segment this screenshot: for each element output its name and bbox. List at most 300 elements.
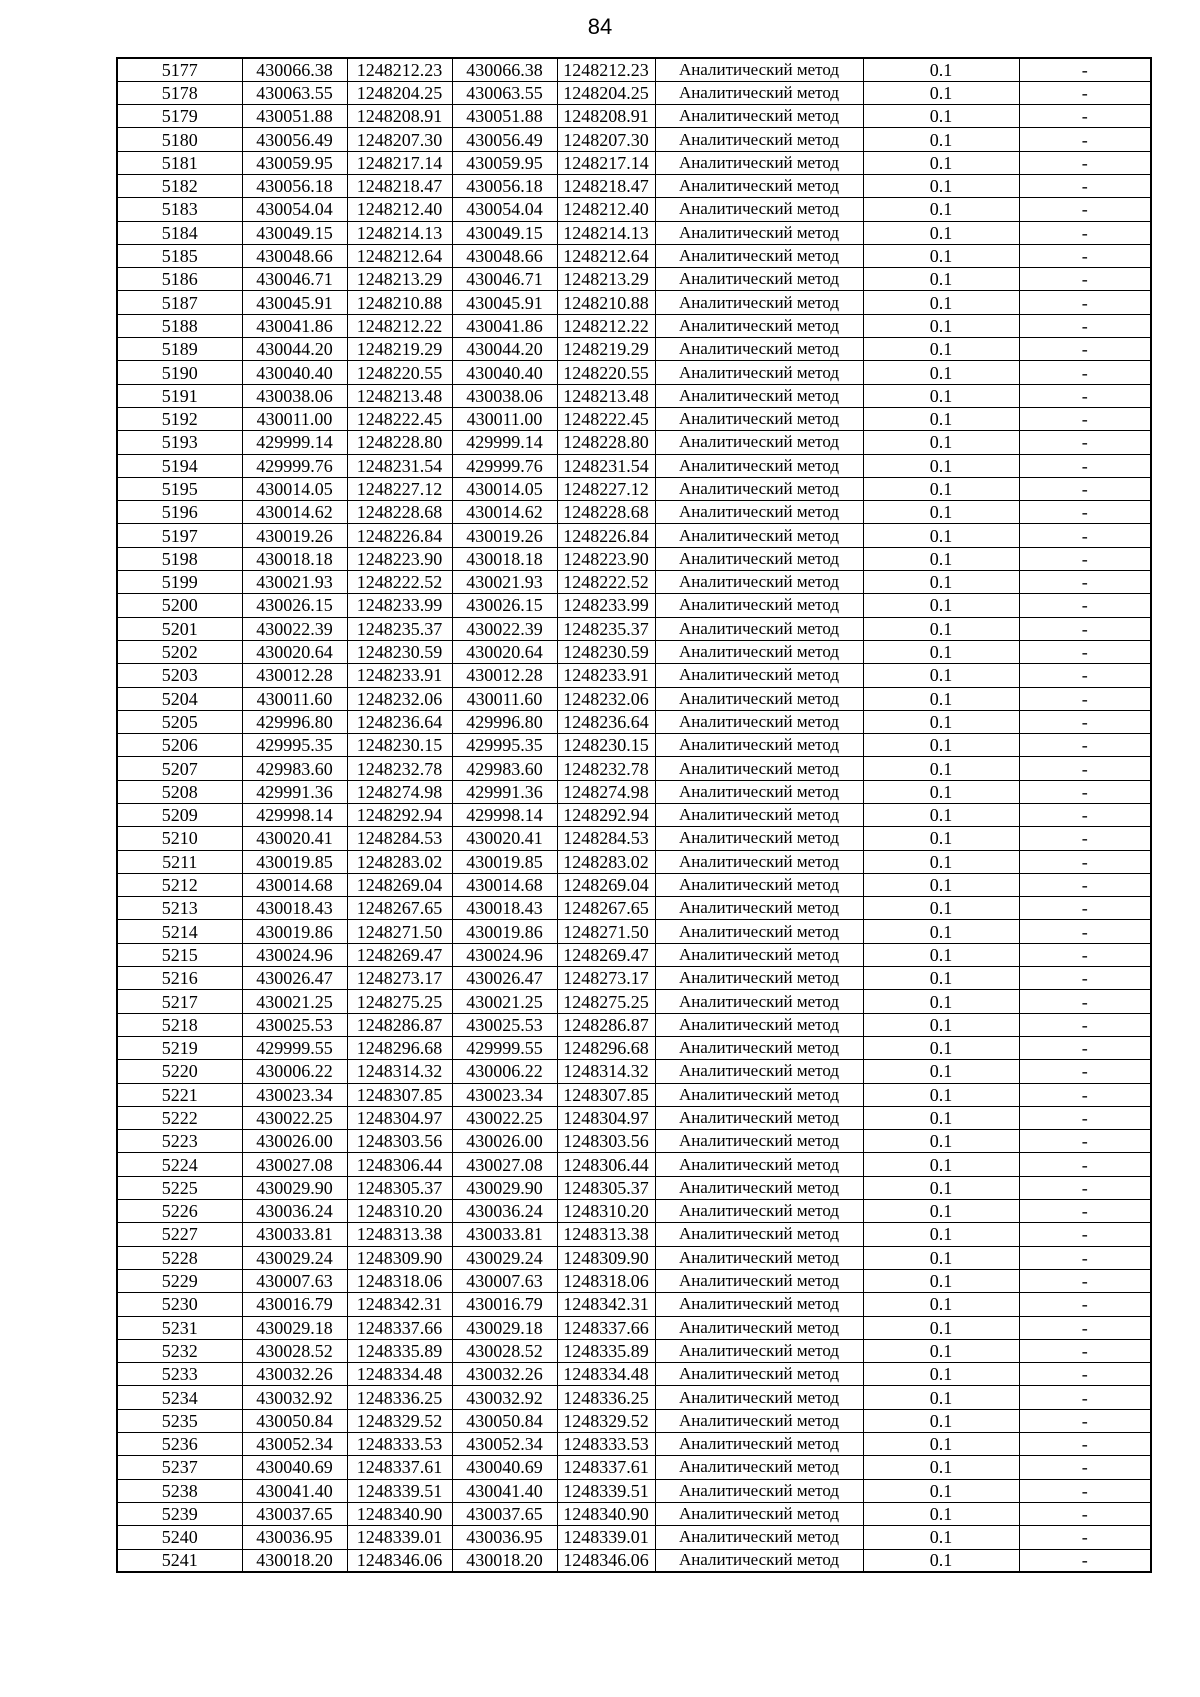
cell-x-coordinate: 430007.63 (242, 1269, 347, 1292)
cell-method: Аналитический метод (655, 1223, 863, 1246)
cell-method: Аналитический метод (655, 81, 863, 104)
cell-y-coordinate: 1248296.68 (347, 1036, 452, 1059)
table-row (117, 990, 1151, 1013)
cell-method: Аналитический метод (655, 291, 863, 314)
cell-x-coordinate-repeat: 430016.79 (452, 1293, 557, 1316)
cell-x-coordinate: 430018.20 (242, 1549, 347, 1572)
cell-point-number: 5178 (117, 81, 242, 104)
cell-point-number: 5189 (117, 338, 242, 361)
cell-y-coordinate: 1248232.78 (347, 757, 452, 780)
cell-point-number: 5215 (117, 943, 242, 966)
cell-method: Аналитический метод (655, 850, 863, 873)
cell-precision: 0.1 (863, 361, 1019, 384)
cell-note: - (1019, 617, 1151, 640)
cell-x-coordinate-repeat: 430023.34 (452, 1083, 557, 1106)
table-row (117, 850, 1151, 873)
cell-x-coordinate: 430026.15 (242, 594, 347, 617)
cell-method: Аналитический метод (655, 501, 863, 524)
cell-point-number: 5203 (117, 664, 242, 687)
cell-note: - (1019, 990, 1151, 1013)
cell-point-number: 5210 (117, 827, 242, 850)
table-row (117, 1456, 1151, 1479)
cell-precision: 0.1 (863, 1549, 1019, 1572)
cell-precision: 0.1 (863, 81, 1019, 104)
cell-method: Аналитический метод (655, 314, 863, 337)
cell-x-coordinate: 430019.26 (242, 524, 347, 547)
cell-note: - (1019, 804, 1151, 827)
cell-point-number: 5241 (117, 1549, 242, 1572)
cell-x-coordinate: 430038.06 (242, 384, 347, 407)
cell-y-coordinate-repeat: 1248337.61 (557, 1456, 655, 1479)
cell-precision: 0.1 (863, 384, 1019, 407)
cell-precision: 0.1 (863, 873, 1019, 896)
table-row (117, 1293, 1151, 1316)
cell-precision: 0.1 (863, 967, 1019, 990)
cell-y-coordinate: 1248233.99 (347, 594, 452, 617)
cell-note: - (1019, 1479, 1151, 1502)
cell-precision: 0.1 (863, 990, 1019, 1013)
cell-x-coordinate-repeat: 430049.15 (452, 221, 557, 244)
cell-note: - (1019, 1153, 1151, 1176)
cell-y-coordinate-repeat: 1248313.38 (557, 1223, 655, 1246)
cell-precision: 0.1 (863, 1200, 1019, 1223)
cell-x-coordinate: 430041.86 (242, 314, 347, 337)
cell-note: - (1019, 850, 1151, 873)
cell-method: Аналитический метод (655, 1106, 863, 1129)
cell-y-coordinate: 1248339.51 (347, 1479, 452, 1502)
cell-method: Аналитический метод (655, 967, 863, 990)
cell-x-coordinate: 430040.40 (242, 361, 347, 384)
cell-x-coordinate-repeat: 430056.18 (452, 174, 557, 197)
cell-point-number: 5223 (117, 1130, 242, 1153)
cell-x-coordinate: 430011.60 (242, 687, 347, 710)
cell-x-coordinate: 430040.69 (242, 1456, 347, 1479)
cell-method: Аналитический метод (655, 943, 863, 966)
cell-x-coordinate: 429991.36 (242, 780, 347, 803)
cell-x-coordinate-repeat: 430029.90 (452, 1176, 557, 1199)
cell-x-coordinate: 430022.39 (242, 617, 347, 640)
cell-x-coordinate: 430032.26 (242, 1363, 347, 1386)
cell-y-coordinate-repeat: 1248222.45 (557, 407, 655, 430)
cell-x-coordinate: 430054.04 (242, 198, 347, 221)
cell-precision: 0.1 (863, 268, 1019, 291)
cell-precision: 0.1 (863, 1479, 1019, 1502)
cell-y-coordinate: 1248218.47 (347, 174, 452, 197)
table-row (117, 757, 1151, 780)
cell-method: Аналитический метод (655, 384, 863, 407)
cell-x-coordinate-repeat: 430040.40 (452, 361, 557, 384)
cell-precision: 0.1 (863, 1083, 1019, 1106)
cell-y-coordinate-repeat: 1248309.90 (557, 1246, 655, 1269)
cell-x-coordinate-repeat: 430028.52 (452, 1339, 557, 1362)
cell-note: - (1019, 1013, 1151, 1036)
cell-note: - (1019, 757, 1151, 780)
cell-note: - (1019, 1200, 1151, 1223)
cell-note: - (1019, 873, 1151, 896)
cell-note: - (1019, 1549, 1151, 1572)
cell-method: Аналитический метод (655, 571, 863, 594)
cell-note: - (1019, 58, 1151, 81)
cell-method: Аналитический метод (655, 920, 863, 943)
cell-note: - (1019, 1339, 1151, 1362)
cell-x-coordinate-repeat: 429991.36 (452, 780, 557, 803)
cell-method: Аналитический метод (655, 897, 863, 920)
cell-y-coordinate-repeat: 1248271.50 (557, 920, 655, 943)
cell-point-number: 5183 (117, 198, 242, 221)
cell-note: - (1019, 664, 1151, 687)
cell-note: - (1019, 174, 1151, 197)
cell-y-coordinate-repeat: 1248217.14 (557, 151, 655, 174)
cell-y-coordinate: 1248318.06 (347, 1269, 452, 1292)
table-row (117, 547, 1151, 570)
cell-y-coordinate: 1248313.38 (347, 1223, 452, 1246)
cell-x-coordinate-repeat: 430011.60 (452, 687, 557, 710)
cell-y-coordinate: 1248223.90 (347, 547, 452, 570)
cell-note: - (1019, 244, 1151, 267)
cell-x-coordinate-repeat: 430014.62 (452, 501, 557, 524)
cell-method: Аналитический метод (655, 710, 863, 733)
cell-method: Аналитический метод (655, 151, 863, 174)
cell-note: - (1019, 1106, 1151, 1129)
cell-point-number: 5200 (117, 594, 242, 617)
table-row (117, 361, 1151, 384)
cell-note: - (1019, 780, 1151, 803)
cell-y-coordinate-repeat: 1248223.90 (557, 547, 655, 570)
cell-method: Аналитический метод (655, 268, 863, 291)
cell-point-number: 5230 (117, 1293, 242, 1316)
cell-method: Аналитический метод (655, 664, 863, 687)
cell-y-coordinate: 1248337.61 (347, 1456, 452, 1479)
cell-method: Аналитический метод (655, 804, 863, 827)
cell-point-number: 5196 (117, 501, 242, 524)
cell-y-coordinate-repeat: 1248214.13 (557, 221, 655, 244)
cell-y-coordinate-repeat: 1248230.15 (557, 734, 655, 757)
cell-y-coordinate-repeat: 1248212.23 (557, 58, 655, 81)
table-row (117, 617, 1151, 640)
cell-note: - (1019, 1060, 1151, 1083)
cell-y-coordinate-repeat: 1248228.68 (557, 501, 655, 524)
cell-y-coordinate-repeat: 1248219.29 (557, 338, 655, 361)
cell-method: Аналитический метод (655, 1316, 863, 1339)
cell-x-coordinate: 430021.25 (242, 990, 347, 1013)
cell-note: - (1019, 1293, 1151, 1316)
table-row (117, 198, 1151, 221)
cell-note: - (1019, 1316, 1151, 1339)
cell-method: Аналитический метод (655, 780, 863, 803)
cell-x-coordinate-repeat: 430048.66 (452, 244, 557, 267)
cell-y-coordinate: 1248275.25 (347, 990, 452, 1013)
cell-y-coordinate: 1248207.30 (347, 128, 452, 151)
table-row (117, 128, 1151, 151)
cell-point-number: 5238 (117, 1479, 242, 1502)
cell-point-number: 5195 (117, 477, 242, 500)
cell-method: Аналитический метод (655, 1526, 863, 1549)
cell-method: Аналитический метод (655, 105, 863, 128)
cell-point-number: 5199 (117, 571, 242, 594)
cell-precision: 0.1 (863, 1316, 1019, 1339)
cell-y-coordinate-repeat: 1248208.91 (557, 105, 655, 128)
cell-precision: 0.1 (863, 1060, 1019, 1083)
cell-x-coordinate-repeat: 430050.84 (452, 1409, 557, 1432)
cell-y-coordinate: 1248339.01 (347, 1526, 452, 1549)
cell-y-coordinate-repeat: 1248235.37 (557, 617, 655, 640)
table-row (117, 384, 1151, 407)
cell-precision: 0.1 (863, 221, 1019, 244)
cell-note: - (1019, 1083, 1151, 1106)
cell-precision: 0.1 (863, 1013, 1019, 1036)
cell-y-coordinate-repeat: 1248310.20 (557, 1200, 655, 1223)
table-row (117, 1223, 1151, 1246)
table-row (117, 221, 1151, 244)
cell-note: - (1019, 1223, 1151, 1246)
cell-point-number: 5213 (117, 897, 242, 920)
cell-x-coordinate-repeat: 430026.47 (452, 967, 557, 990)
cell-x-coordinate-repeat: 430007.63 (452, 1269, 557, 1292)
cell-x-coordinate-repeat: 429999.14 (452, 431, 557, 454)
cell-y-coordinate-repeat: 1248269.04 (557, 873, 655, 896)
cell-precision: 0.1 (863, 1339, 1019, 1362)
cell-precision: 0.1 (863, 1036, 1019, 1059)
cell-y-coordinate-repeat: 1248342.31 (557, 1293, 655, 1316)
cell-note: - (1019, 920, 1151, 943)
cell-x-coordinate: 430037.65 (242, 1502, 347, 1525)
cell-note: - (1019, 291, 1151, 314)
cell-x-coordinate: 430048.66 (242, 244, 347, 267)
cell-precision: 0.1 (863, 454, 1019, 477)
table-row (117, 827, 1151, 850)
cell-precision: 0.1 (863, 710, 1019, 733)
cell-precision: 0.1 (863, 734, 1019, 757)
cell-point-number: 5225 (117, 1176, 242, 1199)
cell-note: - (1019, 547, 1151, 570)
cell-x-coordinate: 430056.49 (242, 128, 347, 151)
cell-y-coordinate-repeat: 1248340.90 (557, 1502, 655, 1525)
cell-x-coordinate-repeat: 430022.25 (452, 1106, 557, 1129)
cell-method: Аналитический метод (655, 1479, 863, 1502)
cell-y-coordinate-repeat: 1248222.52 (557, 571, 655, 594)
table-row (117, 268, 1151, 291)
table-row (117, 897, 1151, 920)
cell-point-number: 5214 (117, 920, 242, 943)
cell-point-number: 5208 (117, 780, 242, 803)
cell-point-number: 5220 (117, 1060, 242, 1083)
cell-x-coordinate-repeat: 430036.24 (452, 1200, 557, 1223)
cell-point-number: 5217 (117, 990, 242, 1013)
cell-note: - (1019, 571, 1151, 594)
cell-x-coordinate: 430050.84 (242, 1409, 347, 1432)
cell-x-coordinate-repeat: 430014.05 (452, 477, 557, 500)
cell-y-coordinate: 1248212.22 (347, 314, 452, 337)
cell-y-coordinate: 1248335.89 (347, 1339, 452, 1362)
cell-point-number: 5201 (117, 617, 242, 640)
cell-note: - (1019, 1409, 1151, 1432)
table-row (117, 1130, 1151, 1153)
cell-method: Аналитический метод (655, 990, 863, 1013)
cell-x-coordinate-repeat: 429996.80 (452, 710, 557, 733)
cell-y-coordinate: 1248303.56 (347, 1130, 452, 1153)
cell-y-coordinate-repeat: 1248339.51 (557, 1479, 655, 1502)
cell-x-coordinate-repeat: 429998.14 (452, 804, 557, 827)
cell-x-coordinate-repeat: 430018.43 (452, 897, 557, 920)
cell-precision: 0.1 (863, 664, 1019, 687)
cell-point-number: 5232 (117, 1339, 242, 1362)
cell-y-coordinate: 1248329.52 (347, 1409, 452, 1432)
cell-point-number: 5190 (117, 361, 242, 384)
cell-precision: 0.1 (863, 1293, 1019, 1316)
cell-precision: 0.1 (863, 757, 1019, 780)
cell-y-coordinate-repeat: 1248204.25 (557, 81, 655, 104)
cell-precision: 0.1 (863, 571, 1019, 594)
table-row (117, 291, 1151, 314)
table-row (117, 501, 1151, 524)
cell-method: Аналитический метод (655, 174, 863, 197)
cell-point-number: 5182 (117, 174, 242, 197)
table-body (117, 58, 1151, 1572)
cell-x-coordinate: 430056.18 (242, 174, 347, 197)
cell-y-coordinate: 1248310.20 (347, 1200, 452, 1223)
cell-x-coordinate-repeat: 430019.85 (452, 850, 557, 873)
table-row (117, 244, 1151, 267)
cell-precision: 0.1 (863, 314, 1019, 337)
cell-y-coordinate: 1248212.23 (347, 58, 452, 81)
cell-method: Аналитический метод (655, 1409, 863, 1432)
cell-y-coordinate: 1248304.97 (347, 1106, 452, 1129)
cell-x-coordinate: 430029.24 (242, 1246, 347, 1269)
cell-y-coordinate: 1248228.68 (347, 501, 452, 524)
cell-precision: 0.1 (863, 687, 1019, 710)
table-row (117, 571, 1151, 594)
cell-x-coordinate-repeat: 430040.69 (452, 1456, 557, 1479)
cell-x-coordinate-repeat: 430019.26 (452, 524, 557, 547)
cell-x-coordinate: 430025.53 (242, 1013, 347, 1036)
cell-y-coordinate-repeat: 1248274.98 (557, 780, 655, 803)
table-row (117, 431, 1151, 454)
cell-y-coordinate-repeat: 1248296.68 (557, 1036, 655, 1059)
cell-method: Аналитический метод (655, 1502, 863, 1525)
cell-point-number: 5188 (117, 314, 242, 337)
table-row (117, 780, 1151, 803)
cell-y-coordinate-repeat: 1248314.32 (557, 1060, 655, 1083)
table-row (117, 734, 1151, 757)
cell-method: Аналитический метод (655, 1153, 863, 1176)
cell-y-coordinate: 1248232.06 (347, 687, 452, 710)
cell-x-coordinate: 430032.92 (242, 1386, 347, 1409)
cell-x-coordinate: 429995.35 (242, 734, 347, 757)
cell-note: - (1019, 1363, 1151, 1386)
cell-method: Аналитический метод (655, 1456, 863, 1479)
cell-x-coordinate: 430026.00 (242, 1130, 347, 1153)
cell-note: - (1019, 384, 1151, 407)
table-row (117, 174, 1151, 197)
cell-x-coordinate-repeat: 430066.38 (452, 58, 557, 81)
cell-method: Аналитический метод (655, 1130, 863, 1153)
cell-y-coordinate: 1248346.06 (347, 1549, 452, 1572)
cell-precision: 0.1 (863, 151, 1019, 174)
cell-x-coordinate-repeat: 430054.04 (452, 198, 557, 221)
cell-x-coordinate-repeat: 430019.86 (452, 920, 557, 943)
cell-note: - (1019, 710, 1151, 733)
table-row (117, 454, 1151, 477)
cell-precision: 0.1 (863, 501, 1019, 524)
cell-precision: 0.1 (863, 1223, 1019, 1246)
cell-point-number: 5224 (117, 1153, 242, 1176)
cell-point-number: 5237 (117, 1456, 242, 1479)
cell-point-number: 5240 (117, 1526, 242, 1549)
cell-point-number: 5179 (117, 105, 242, 128)
cell-x-coordinate: 430045.91 (242, 291, 347, 314)
cell-method: Аналитический метод (655, 454, 863, 477)
cell-y-coordinate-repeat: 1248227.12 (557, 477, 655, 500)
cell-y-coordinate-repeat: 1248329.52 (557, 1409, 655, 1432)
cell-point-number: 5228 (117, 1246, 242, 1269)
cell-note: - (1019, 967, 1151, 990)
cell-precision: 0.1 (863, 897, 1019, 920)
cell-precision: 0.1 (863, 1246, 1019, 1269)
cell-precision: 0.1 (863, 1269, 1019, 1292)
cell-y-coordinate: 1248309.90 (347, 1246, 452, 1269)
table-row (117, 1316, 1151, 1339)
table-row (117, 1386, 1151, 1409)
cell-y-coordinate: 1248212.64 (347, 244, 452, 267)
cell-y-coordinate-repeat: 1248304.97 (557, 1106, 655, 1129)
cell-point-number: 5222 (117, 1106, 242, 1129)
cell-x-coordinate-repeat: 430056.49 (452, 128, 557, 151)
table-row (117, 105, 1151, 128)
table-row (117, 1269, 1151, 1292)
cell-y-coordinate-repeat: 1248207.30 (557, 128, 655, 151)
table-row (117, 640, 1151, 663)
cell-x-coordinate: 430016.79 (242, 1293, 347, 1316)
cell-precision: 0.1 (863, 1130, 1019, 1153)
cell-y-coordinate-repeat: 1248213.48 (557, 384, 655, 407)
cell-point-number: 5226 (117, 1200, 242, 1223)
cell-y-coordinate-repeat: 1248218.47 (557, 174, 655, 197)
cell-precision: 0.1 (863, 827, 1019, 850)
cell-y-coordinate-repeat: 1248269.47 (557, 943, 655, 966)
cell-y-coordinate: 1248235.37 (347, 617, 452, 640)
cell-x-coordinate: 430026.47 (242, 967, 347, 990)
cell-point-number: 5231 (117, 1316, 242, 1339)
cell-x-coordinate-repeat: 430038.06 (452, 384, 557, 407)
cell-x-coordinate-repeat: 430014.68 (452, 873, 557, 896)
cell-y-coordinate: 1248274.98 (347, 780, 452, 803)
cell-x-coordinate: 430044.20 (242, 338, 347, 361)
cell-note: - (1019, 151, 1151, 174)
cell-method: Аналитический метод (655, 431, 863, 454)
table-row (117, 873, 1151, 896)
cell-precision: 0.1 (863, 58, 1019, 81)
table-row (117, 710, 1151, 733)
cell-note: - (1019, 454, 1151, 477)
table-row (117, 58, 1151, 81)
cell-x-coordinate: 430011.00 (242, 407, 347, 430)
cell-note: - (1019, 734, 1151, 757)
cell-precision: 0.1 (863, 547, 1019, 570)
cell-y-coordinate-repeat: 1248334.48 (557, 1363, 655, 1386)
cell-y-coordinate: 1248233.91 (347, 664, 452, 687)
cell-x-coordinate-repeat: 430041.40 (452, 1479, 557, 1502)
coordinates-table (116, 57, 1152, 1573)
cell-y-coordinate: 1248214.13 (347, 221, 452, 244)
cell-point-number: 5229 (117, 1269, 242, 1292)
cell-y-coordinate-repeat: 1248333.53 (557, 1433, 655, 1456)
cell-y-coordinate: 1248219.29 (347, 338, 452, 361)
cell-x-coordinate: 429999.55 (242, 1036, 347, 1059)
cell-note: - (1019, 407, 1151, 430)
cell-point-number: 5177 (117, 58, 242, 81)
cell-method: Аналитический метод (655, 734, 863, 757)
table-row (117, 1339, 1151, 1362)
